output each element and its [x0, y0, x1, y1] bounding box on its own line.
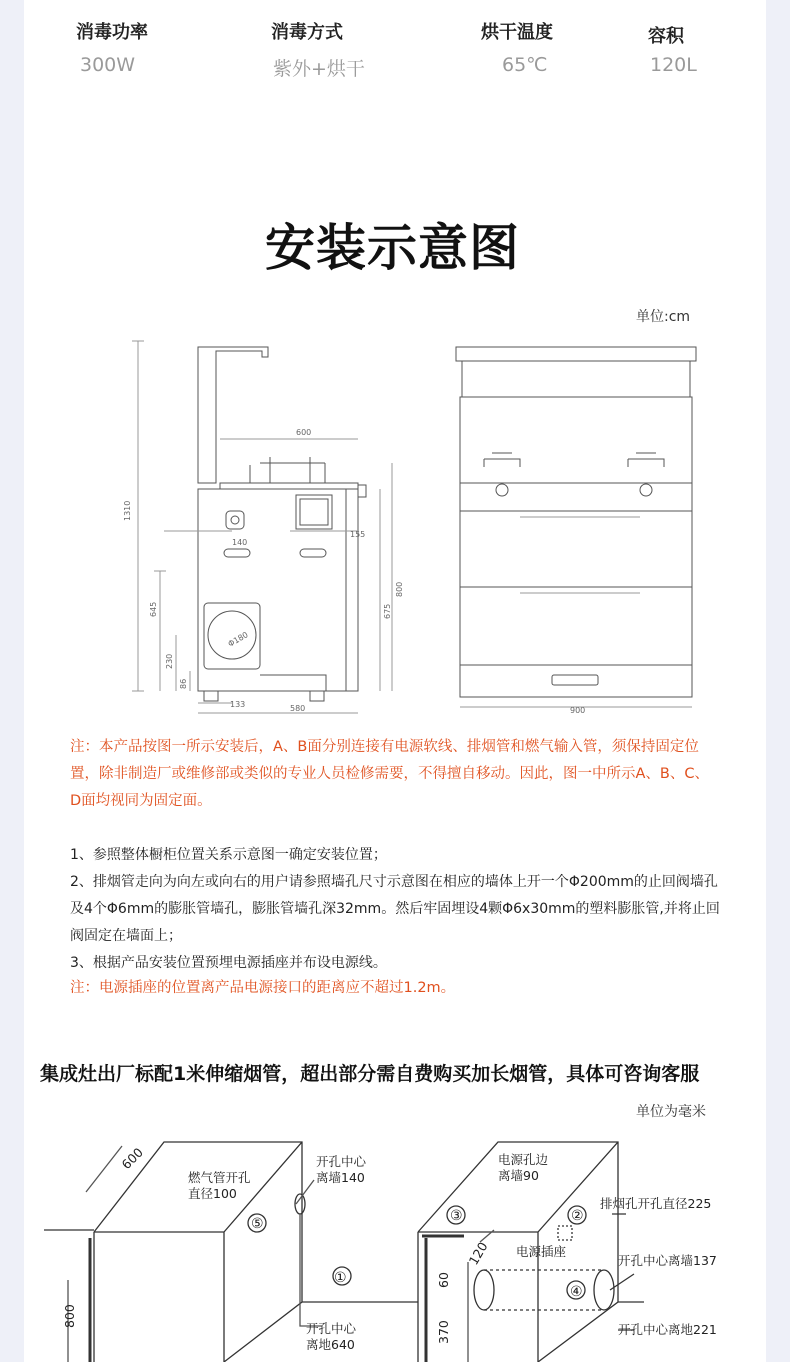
socket-label: 电源插座: [516, 1244, 567, 1259]
dim-800: 800: [395, 581, 404, 597]
circle-4: ④: [570, 1284, 583, 1300]
center-floor-221: 开孔中心离地221: [618, 1322, 717, 1337]
dim-86: 86: [179, 678, 188, 689]
circle-3: ③: [450, 1208, 463, 1224]
installation-technical-drawing: [120, 335, 700, 720]
unit-mm: 单位为毫米: [636, 1104, 706, 1120]
section-title: 安装示意图: [265, 219, 520, 277]
spec-value-method: 紫外+烘干: [273, 58, 365, 80]
dim-60: 60: [436, 1272, 451, 1288]
dim-900: 900: [570, 706, 586, 715]
dim-230: 230: [165, 653, 174, 669]
dim-645: 645: [149, 601, 158, 617]
hole-center-floor-line2: 离地640: [306, 1337, 355, 1352]
dim-800-left: 800: [62, 1304, 77, 1328]
dim-370: 370: [436, 1320, 451, 1344]
unit-cm: 单位:cm: [636, 309, 691, 325]
step-3: 3、根据产品安装位置预埋电源插座并布设电源线。: [70, 955, 387, 971]
dim-600-left: 600: [118, 1144, 146, 1173]
gas-hole-line2: 直径100: [188, 1186, 237, 1201]
dim-140: 140: [232, 538, 248, 547]
extension-pipe-headline: 集成灶出厂标配1米伸缩烟管，超出部分需自费购买加长烟管，具体可咨询客服: [40, 1063, 700, 1085]
dim-155: 155: [350, 530, 366, 539]
dim-120: 120: [465, 1239, 491, 1268]
dim-600: 600: [296, 428, 312, 437]
spec-label-method: 消毒方式: [271, 22, 343, 43]
dim-1310: 1310: [123, 500, 132, 521]
dim-133: 133: [230, 700, 246, 709]
dim-675: 675: [383, 603, 392, 619]
dim-phi180: Φ180: [226, 630, 250, 649]
gas-hole-line1: 燃气管开孔: [188, 1170, 251, 1185]
step-2: 2、排烟管走向为向左或向右的用户请参照墙孔尺寸示意图在相应的墙体上开一个Φ200mm的止回阀墙孔及4个Φ6mm的膨胀管墙孔，膨胀管墙孔深32mm。然后牢固埋设4颗Φ6x30mm的塑料膨胀管,并将止回阀固定在墙面上；: [70, 874, 720, 944]
wall-hole-drawing: [44, 1130, 749, 1362]
circle-5: ⑤: [251, 1216, 264, 1232]
spec-label-volume: 容积: [648, 26, 684, 47]
note-fixed-installation: 注：本产品按图一所示安装后，A、B面分别连接有电源软线、排烟管和燃气输入管，须保持固定位置，除非制造厂或维修部或类似的专业人员检修需要，不得擅自移动。因此，图一中所示A、B、C、D面均视同为固定面。: [70, 739, 709, 809]
product-detail-page: [24, 0, 766, 1362]
power-edge-line2: 离墙90: [498, 1168, 539, 1183]
center-wall-137: 开孔中心离墙137: [618, 1253, 717, 1268]
circle-1: ①: [334, 1270, 347, 1286]
dim-580: 580: [290, 704, 306, 713]
spec-value-power: 300W: [80, 54, 136, 76]
spec-label-temp: 烘干温度: [481, 22, 553, 43]
smoke-hole-diameter: 排烟孔开孔直径225: [600, 1196, 712, 1211]
step-1: 1、参照整体橱柜位置关系示意图一确定安装位置；: [70, 847, 387, 863]
spec-label-power: 消毒功率: [76, 22, 148, 43]
power-edge-line1: 电源孔边: [498, 1152, 549, 1167]
hole-center-wall-line1: 开孔中心: [316, 1154, 367, 1169]
note-power-distance: 注：电源插座的位置离产品电源接口的距离应不超过1.2m。: [70, 980, 456, 996]
hole-center-floor-line1: 开孔中心: [306, 1321, 357, 1336]
spec-value-volume: 120L: [650, 54, 697, 76]
spec-value-temp: 65℃: [502, 54, 548, 76]
circle-2: ②: [571, 1208, 584, 1224]
hole-center-wall-line2: 离墙140: [316, 1170, 365, 1185]
